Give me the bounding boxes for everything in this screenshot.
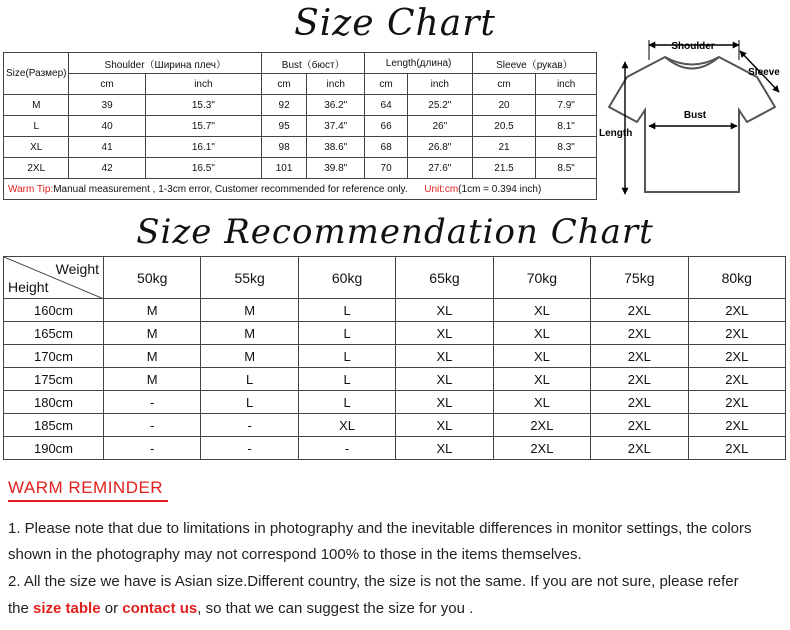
recommended-size-cell: 2XL [493,414,590,437]
size-value-cell: 7.9" [536,95,597,116]
height-label-cell: 160cm [4,299,104,322]
height-row [4,391,786,414]
recommended-size-cell: M [104,368,201,391]
recommended-size-cell: 2XL [591,345,688,368]
size-value-cell: 8.5" [536,158,597,179]
size-value-cell: 8.3" [536,137,597,158]
warm-tip-label: Warm Tip: [8,183,54,195]
warm-tip [4,179,597,200]
size-value-cell: 16.1" [145,137,261,158]
recommended-size-cell: 2XL [688,437,785,460]
size-value-cell: 25.2" [407,95,472,116]
reminder-note-1-line-1: 1. Please note that due to limitations in photography and the inevitable differences in monitor settings, the colors [8,520,752,537]
reminder-note-2-line-2 [8,596,788,622]
size-value-cell: 26" [407,116,472,137]
reminder-note-2-line-1: 2. All the size we have is Asian size.Different country, the size is not the same. If you are not sure, please refer [8,573,739,590]
recommended-size-cell: XL [396,345,493,368]
recommended-size-cell: XL [396,414,493,437]
size-label: XL [4,137,69,158]
height-label: Height [8,279,49,295]
size-table-link[interactable]: size table [33,600,101,617]
recommended-size-cell: 2XL [591,391,688,414]
size-value-cell: 21.5 [472,158,535,179]
tshirt-icon [597,30,787,202]
size-value-cell: 66 [365,116,408,137]
recommended-size-cell: XL [396,368,493,391]
size-value-cell: 98 [262,137,307,158]
height-label-cell: 165cm [4,322,104,345]
size-value-cell: 68 [365,137,408,158]
size-value-cell: 95 [262,116,307,137]
recommended-size-cell: XL [493,391,590,414]
size-value-cell: 36.2" [307,95,365,116]
unit-header-inch: inch [145,74,261,95]
weight-header: 80kg [688,257,785,299]
unit-header-cm: cm [365,74,408,95]
recommended-size-cell: M [104,322,201,345]
note-text-post: , so that we can suggest the size for you . [197,600,474,617]
group-header-length: Length(длина) [365,53,472,74]
size-recommendation-title: Size Recommendation Chart [136,212,654,252]
recommended-size-cell: 2XL [591,368,688,391]
size-value-cell: 39.8" [307,158,365,179]
size-value-cell: 26.8" [407,137,472,158]
recommended-size-cell: 2XL [493,437,590,460]
recommended-size-cell: M [201,299,298,322]
length-label: Length [599,128,633,139]
size-label: M [4,95,69,116]
recommended-size-cell: M [201,322,298,345]
size-value-cell: 20.5 [472,116,535,137]
unit-header-cm: cm [69,74,145,95]
recommended-size-cell: 2XL [591,437,688,460]
size-value-cell: 101 [262,158,307,179]
size-value-cell: 92 [262,95,307,116]
weight-height-corner [4,257,104,299]
size-value-cell: 40 [69,116,145,137]
size-label: 2XL [4,158,69,179]
weight-header: 60kg [298,257,395,299]
recommended-size-cell: XL [493,322,590,345]
recommended-size-cell: M [104,345,201,368]
recommended-size-cell: - [104,391,201,414]
height-label-cell: 170cm [4,345,104,368]
recommended-size-cell: - [201,437,298,460]
recommended-size-cell: 2XL [688,345,785,368]
sleeve-label: Sleeve [748,67,780,78]
size-chart-title: Size Chart [294,3,496,44]
recommended-size-cell: 2XL [591,322,688,345]
recommended-size-cell: XL [493,368,590,391]
group-header-sleeve: Sleeve（рукав） [472,53,596,74]
recommended-size-cell: L [201,368,298,391]
recommended-size-cell: 2XL [688,368,785,391]
recommended-size-cell: L [201,391,298,414]
recommended-size-cell: XL [396,437,493,460]
recommended-size-cell: L [298,368,395,391]
size-value-cell: 37.4" [307,116,365,137]
recommended-size-cell: 2XL [688,414,785,437]
size-header-cell: Size(Размер) [4,53,69,95]
recommended-size-cell: - [298,437,395,460]
recommended-size-cell: M [104,299,201,322]
tshirt-diagram [597,30,787,202]
size-value-cell: 39 [69,95,145,116]
recommended-size-cell: - [104,414,201,437]
recommended-size-cell: 2XL [688,299,785,322]
height-label-cell: 190cm [4,437,104,460]
size-row [4,116,597,137]
recommended-size-cell: XL [396,322,493,345]
recommended-size-cell: XL [396,391,493,414]
shoulder-label: Shoulder [671,41,715,52]
weight-header: 65kg [396,257,493,299]
note-text-pre: the [8,600,34,617]
size-value-cell: 64 [365,95,408,116]
size-value-cell: 41 [69,137,145,158]
height-row [4,368,786,391]
unit-conversion-text: (1cm = 0.394 inch) [458,183,542,195]
height-row [4,322,786,345]
recommended-size-cell: L [298,299,395,322]
unit-header-inch: inch [536,74,597,95]
warm-reminder-title: WARM REMINDER [8,478,164,497]
recommended-size-cell: - [201,414,298,437]
size-value-cell: 27.6" [407,158,472,179]
height-row [4,299,786,322]
unit-header-cm: cm [262,74,307,95]
height-row [4,437,786,460]
size-label: L [4,116,69,137]
reminder-note-1-line-2: shown in the photography may not correspond 100% to those in the items themselves. [8,546,582,563]
size-row [4,137,597,158]
size-value-cell: 38.6" [307,137,365,158]
height-row [4,345,786,368]
size-chart-table [3,52,597,200]
size-recommendation-table [3,256,786,460]
size-value-cell: 42 [69,158,145,179]
height-label-cell: 175cm [4,368,104,391]
group-header-bust: Bust（бюст） [262,53,365,74]
recommended-size-cell: 2XL [688,391,785,414]
size-value-cell: 70 [365,158,408,179]
warm-tip-text: Manual measurement , 1-3cm error, Customer recommended for reference only. [53,183,408,195]
unit-header-inch: inch [407,74,472,95]
size-value-cell: 8.1" [536,116,597,137]
weight-label: Weight [55,261,99,277]
recommended-size-cell: XL [493,345,590,368]
height-label-cell: 180cm [4,391,104,414]
size-value-cell: 21 [472,137,535,158]
weight-header: 50kg [104,257,201,299]
group-header-shoulder: Shoulder（Ширина плеч） [69,53,262,74]
height-row [4,414,786,437]
size-row [4,95,597,116]
size-value-cell: 15.3" [145,95,261,116]
weight-header: 55kg [201,257,298,299]
size-value-cell: 16.5" [145,158,261,179]
contact-us-link[interactable]: contact us [122,600,198,617]
unit-label: Unit:cm [424,183,459,195]
recommended-size-cell: M [201,345,298,368]
recommended-size-cell: XL [396,299,493,322]
recommended-size-cell: L [298,391,395,414]
warm-reminder-underline [8,500,168,502]
recommended-size-cell: L [298,345,395,368]
recommended-size-cell: XL [298,414,395,437]
recommended-size-cell: L [298,322,395,345]
size-value-cell: 15.7" [145,116,261,137]
size-value-cell: 20 [472,95,535,116]
recommended-size-cell: 2XL [591,414,688,437]
size-row [4,158,597,179]
recommended-size-cell: XL [493,299,590,322]
weight-header: 70kg [493,257,590,299]
bust-label: Bust [683,110,707,121]
recommended-size-cell: - [104,437,201,460]
unit-header-inch: inch [307,74,365,95]
recommended-size-cell: 2XL [591,299,688,322]
height-label-cell: 185cm [4,414,104,437]
unit-header-cm: cm [472,74,535,95]
note-text-mid: or [100,600,123,617]
recommended-size-cell: 2XL [688,322,785,345]
weight-header: 75kg [591,257,688,299]
